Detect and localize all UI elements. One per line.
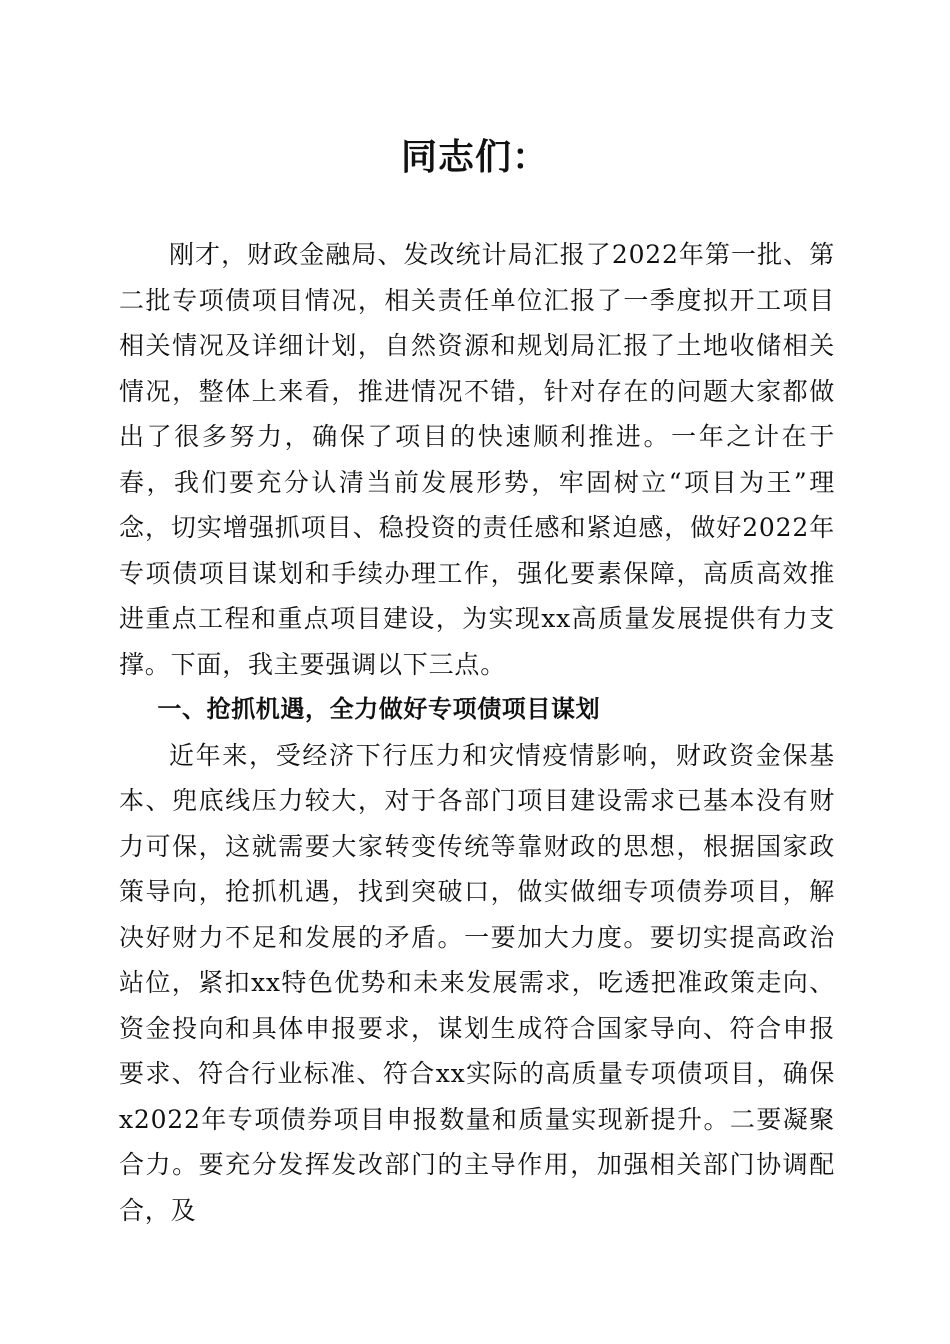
document-body <box>119 232 835 1233</box>
section-heading-1: 一、抢抓机遇，全力做好专项债项目谋划 <box>157 695 601 723</box>
intro-paragraph: 刚才，财政金融局、发改统计局汇报了2022年第一批、第二批专项债项目情况，相关责任单位汇报了一季度拟开工项目相关情况及详细计划，自然资源和规划局汇报了土地收储相关情况，整体上来看，推进情况不错，针对存在的问题大家都做出了很多努力，确保了项目的快速顺利推进。一年之计在于春，我们要充分认清当前发展形势，牢固树立“项目为王”理念，切实增强抓项目、稳投资的责任感和紧迫感，做好2022年专项债项目谋划和手续办理工作，强化要素保障，高质高效推进重点工程和重点项目建设，为实现xx高质量发展提供有力支撑。下面，我主要强调以下三点。 <box>119 240 835 679</box>
document-title: 同志们： <box>400 137 549 178</box>
section-1-paragraph: 近年来，受经济下行压力和灾情疫情影响，财政资金保基本、兜底线压力较大，对于各部门项目建设需求已基本没有财力可保，这就需要大家转变传统等靠财政的思想，根据国家政策导向，抢抓机遇，找到突破口，做实做细专项债券项目，解决好财力不足和发展的矛盾。一要加大力度。要切实提高政治站位，紧扣xx特色优势和未来发展需求，吃透把准政策走向、资金投向和具体申报要求，谋划生成符合国家导向、符合申报要求、符合行业标准、符合xx实际的高质量专项债项目，确保x2022年专项债券项目申报数量和质量实现新提升。二要凝聚合力。要充分发挥发改部门的主导作用，加强相关部门协调配合，及 <box>119 740 835 1225</box>
